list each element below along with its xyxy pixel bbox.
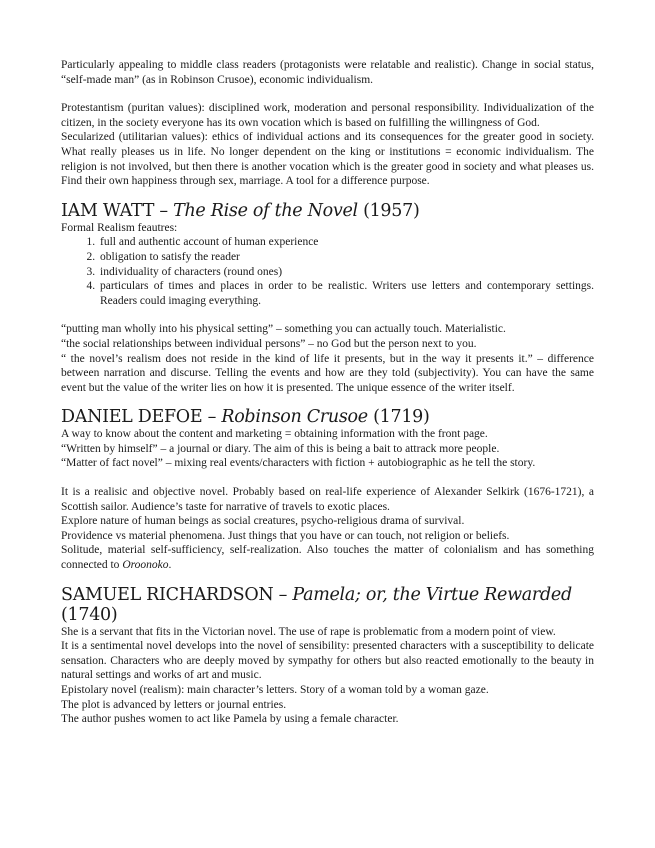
list-item: 3. individuality of characters (round ones) bbox=[98, 265, 594, 280]
watt-feature-list bbox=[61, 235, 594, 308]
defoe-line-3: “Matter of fact novel” – mixing real events/characters with fiction + autobiographic as he tell the story. bbox=[61, 457, 536, 470]
defoe-paragraph-4 bbox=[61, 543, 594, 572]
watt-intro: Formal Realism feautres: bbox=[61, 221, 178, 234]
richardson-heading bbox=[61, 585, 594, 625]
richardson-heading-author: SAMUEL RICHARDSON – bbox=[61, 584, 293, 605]
richardson-paragraph-3: Epistolary novel (realism): main character’s letters. Story of a woman told by a woman gaze. bbox=[61, 684, 489, 696]
list-item: 1. full and authentic account of human experience bbox=[98, 235, 594, 250]
intro-paragraph-3: Secularized (utilitarian values): ethics of individual actions and its consequences for the greater good in society. What really pleases us in life. No longer dependent on the king or institutions = economic individualism. The religion is not involved, but then there is another vocation which is the greater good in society and what pleases us. Find their own happiness through sex, marriage. A tool for a difference purpose. bbox=[61, 131, 594, 188]
defoe-paragraph-2: Explore nature of human beings as social creatures, psycho-religious drama of survival. bbox=[61, 515, 465, 528]
intro-paragraph-1: Particularly appealing to middle class readers (protagonists were relatable and realistic). Change in social status, “self-made man” (as in Robinson Crusoe), economic individualism. bbox=[61, 59, 594, 86]
defoe-heading-year: (1719) bbox=[367, 407, 430, 428]
oroonoko-title: Oroonoko bbox=[122, 559, 169, 572]
richardson-paragraph-1: She is a servant that fits in the Victorian novel. The use of rape is problematic from a modern point of view. bbox=[61, 625, 556, 638]
watt-heading-year: (1957) bbox=[357, 200, 420, 221]
defoe-line-1: A way to know about the content and marketing = obtaining information with the front page. bbox=[61, 428, 488, 441]
defoe-heading-title: Robinson Crusoe bbox=[221, 407, 368, 428]
richardson-paragraph-2: It is a sentimental novel develops into the novel of sensibility: presented characters with a susceptibility to delicate sensation. Characters who are deeply moved by sympathy for others but also reacted emotionally to the beauty in natural settings and works of art and music. bbox=[61, 640, 594, 682]
defoe-line-2: “Written by himself” – a journal or diary. The aim of this is being a bait to attrack more people. bbox=[61, 442, 500, 455]
watt-quote-3: “ the novel’s realism does not reside in the kind of life it presents, but in the way it presents it.” – difference between narration and discurse. Telling the events and how are they told (subjectivity). You can have the same event but the value of the writer lies on how it is presented. The unique essence of the writer itself. bbox=[61, 352, 594, 394]
richardson-heading-title: Pamela; or, the Virtue Rewarded bbox=[292, 584, 572, 605]
defoe-p4-text: Solitude, material self-sufficiency, self-realization. Also touches the matter of colonialism and has something connected to bbox=[61, 544, 594, 572]
richardson-paragraph-4: The plot is advanced by letters or journal entries. bbox=[61, 698, 287, 711]
watt-quote-1: “putting man wholly into his physical setting” – something you can actually touch. Materialistic. bbox=[61, 323, 506, 336]
defoe-paragraph-3: Providence vs material phenomena. Just things that you have or can touch, not religion or beliefs. bbox=[61, 529, 510, 542]
document-page bbox=[61, 58, 594, 727]
intro-paragraph-2: Protestantism (puritan values): disciplined work, moderation and personal responsibility. Individualization of the citizen, in the society everyone has its own vocation which is based on fulfilling the willingness of God. bbox=[61, 102, 594, 129]
defoe-heading bbox=[61, 407, 594, 427]
richardson-heading-year: (1740) bbox=[61, 604, 118, 625]
watt-heading bbox=[61, 201, 594, 221]
list-item: 2. obligation to satisfy the reader bbox=[98, 250, 594, 265]
watt-heading-author: IAM WATT – bbox=[61, 200, 174, 221]
watt-quote-2: “the social relationships between individual persons” – no God but the person next to you. bbox=[61, 337, 477, 350]
richardson-paragraph-5: The author pushes women to act like Pamela by using a female character. bbox=[61, 713, 399, 726]
watt-heading-title: The Rise of the Novel bbox=[173, 200, 358, 221]
defoe-heading-author: DANIEL DEFOE – bbox=[61, 407, 222, 428]
defoe-p4-end: . bbox=[168, 559, 172, 572]
list-item: 4. particulars of times and places in order to be realistic. Writers use letters and contemporary settings. Readers could imaging everything. bbox=[98, 279, 594, 308]
defoe-paragraph-1: It is a realisic and objective novel. Probably based on real-life experience of Alexander Selkirk (1676-1721), a Scottish sailor. Audience’s taste for narrative of travels to exotic places. bbox=[61, 486, 594, 513]
